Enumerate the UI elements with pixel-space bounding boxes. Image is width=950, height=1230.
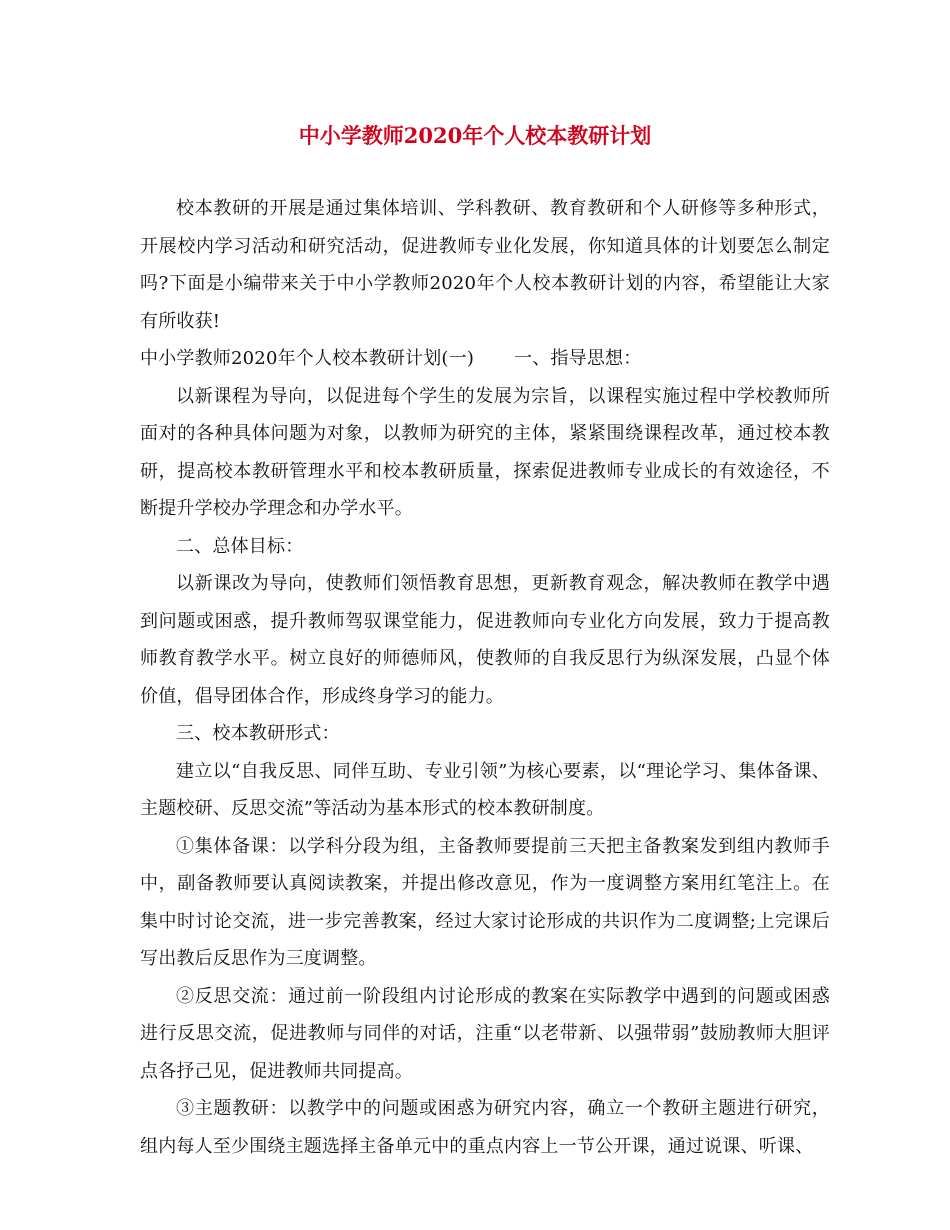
section2-heading: 二、总体目标： [176, 535, 304, 557]
document-title: 中小学教师2020年个人校本教研计划 [298, 123, 652, 148]
item-reflection-exchange: ②反思交流：通过前一阶段组内讨论形成的教案在实际教学中遇到的问题或困惑进行反思交流，促进教师与同伴的对话，注重“以老带新、以强带弱”鼓励教师大胆评点各抒己见，促进教师共同提高。 [140, 985, 830, 1082]
section2-paragraph: 以新课改为导向，使教师们领悟教育思想，更新教育观念，解决教师在教学中遇到问题或困惑，提升教师驾驭课堂能力，促进教师向专业化方向发展，致力于提高教师教育教学水平。树立良好的师德师风，使教师的自我反思行为纵深发展，凸显个体价值，倡导团体合作，形成终身学习的能力。 [140, 573, 830, 707]
plan-title: 中小学教师2020年个人校本教研计划(一) [140, 348, 475, 369]
item-collective-lesson-prep: ①集体备课：以学科分段为组，主备教师要提前三天把主备教案发到组内教师手中，副备教师要认真阅读教案，并提出修改意见，作为一度调整方案用红笔注上。在集中时讨论交流，进一步完善教案，经过大家讨论形成的共识作为二度调整;上完课后写出教后反思作为三度调整。 [140, 835, 830, 969]
item-theme-research: ③主题教研：以教学中的问题或困惑为研究内容，确立一个教研主题进行研究，组内每人至少围绕主题选择主备单元中的重点内容上一节公开课，通过说课、听课、 [140, 1098, 830, 1157]
section1-heading: 一、指导思想： [514, 348, 642, 369]
section3-paragraph: 建立以“自我反思、同伴互助、专业引领”为核心要素，以“理论学习、集体备课、主题校研、反思交流”等活动为基本形式的校本教研制度。 [140, 760, 830, 819]
document-body [140, 190, 830, 1165]
section3-heading: 三、校本教研形式： [176, 723, 340, 744]
plan-title-line [140, 340, 830, 378]
section1-paragraph: 以新课程为导向，以促进每个学生的发展为宗旨，以课程实施过程中学校教师所面对的各种具体问题为对象，以教师为研究的主体，紧紧围绕课程改革，通过校本教研，提高校本教研管理水平和校本教研质量，探索促进教师专业成长的有效途径，不断提升学校办学理念和办学水平。 [140, 385, 830, 519]
intro-paragraph: 校本教研的开展是通过集体培训、学科教研、教育教研和个人研修等多种形式，开展校内学习活动和研究活动，促进教师专业化发展，你知道具体的计划要怎么制定吗?下面是小编带来关于中小学教师2020年个人校本教研计划的内容，希望能让大家有所收获! [140, 198, 830, 332]
